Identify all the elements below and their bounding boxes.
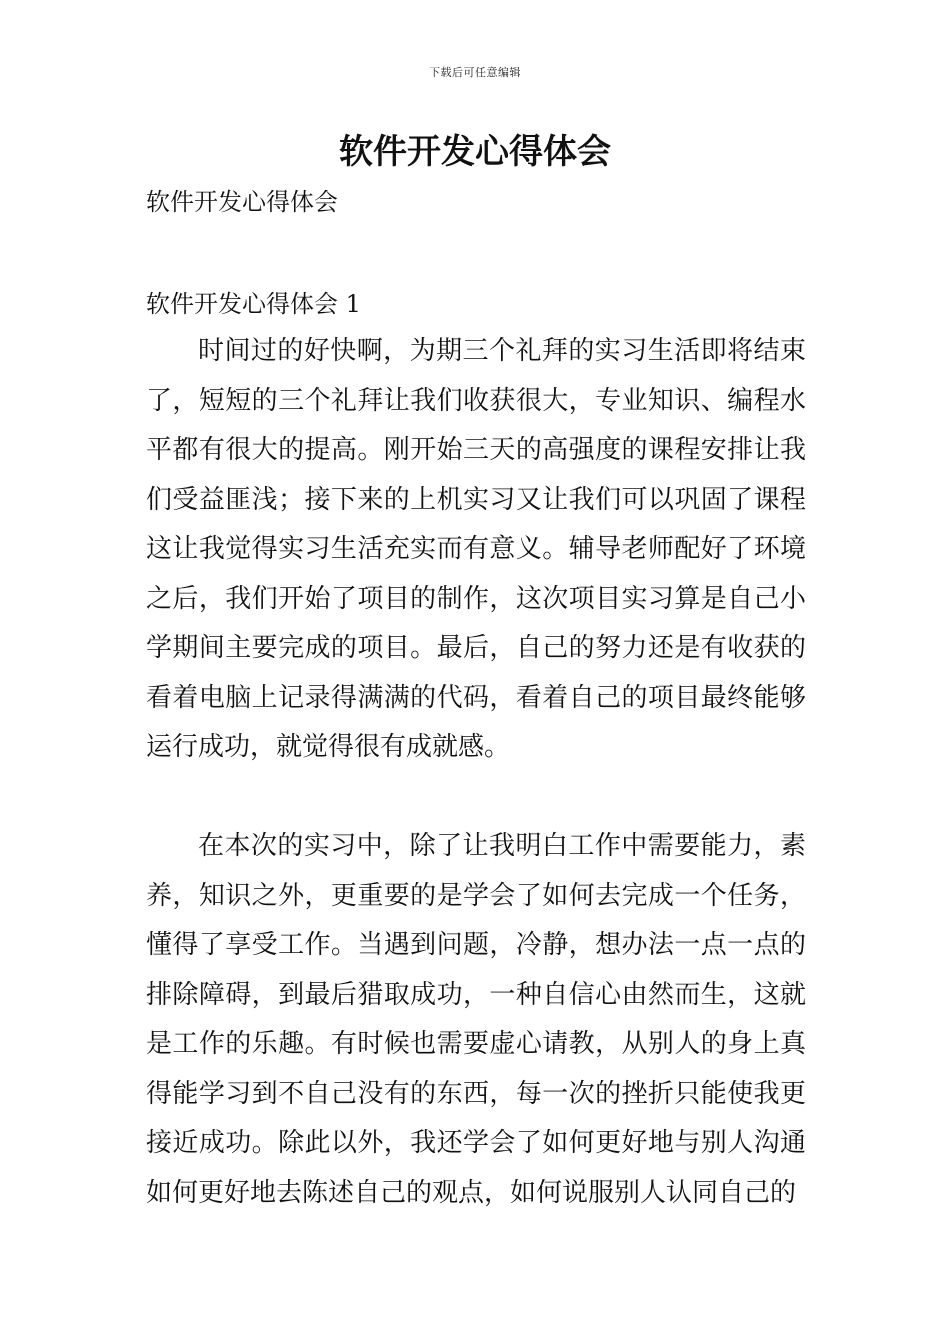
- section-heading: 软件开发心得体会 1: [146, 290, 361, 318]
- document-title: 软件开发心得体会: [339, 132, 611, 172]
- body-paragraph: 在本次的实习中，除了让我明白工作中需要能力，素养，知识之外，更重要的是学会了如何去完成一个任务，懂得了享受工作。当遇到问题，冷静，想办法一点一点的排除障碍，到最后猎取成功，一种自信心由然而生，这就是工作的乐趣。有时候也需要虚心请教，从别人的身上真得能学习到不自己没有的东西，每一次的挫折只能使我更接近成功。除此以外，我还学会了如何更好地与别人沟通如何更好地去陈述自己的观点，如何说服别人认同自己的: [146, 831, 806, 1208]
- body-paragraph: 时间过的好快啊，为期三个礼拜的实习生活即将结束了，短短的三个礼拜让我们收获很大，专业知识、编程水平都有很大的提高。刚开始三天的高强度的课程安排让我们受益匪浅；接下来的上机实习又让我们可以巩固了课程这让我觉得实习生活充实而有意义。辅导老师配好了环境之后，我们开始了项目的制作，这次项目实习算是自己小学期间主要完成的项目。最后，自己的努力还是有收获的看着电脑上记录得满满的代码，看着自己的项目最终能够运行成功，就觉得很有成就感。: [146, 336, 806, 762]
- header-note: 下载后可任意编辑: [429, 66, 521, 79]
- document-subtitle: 软件开发心得体会: [146, 188, 338, 216]
